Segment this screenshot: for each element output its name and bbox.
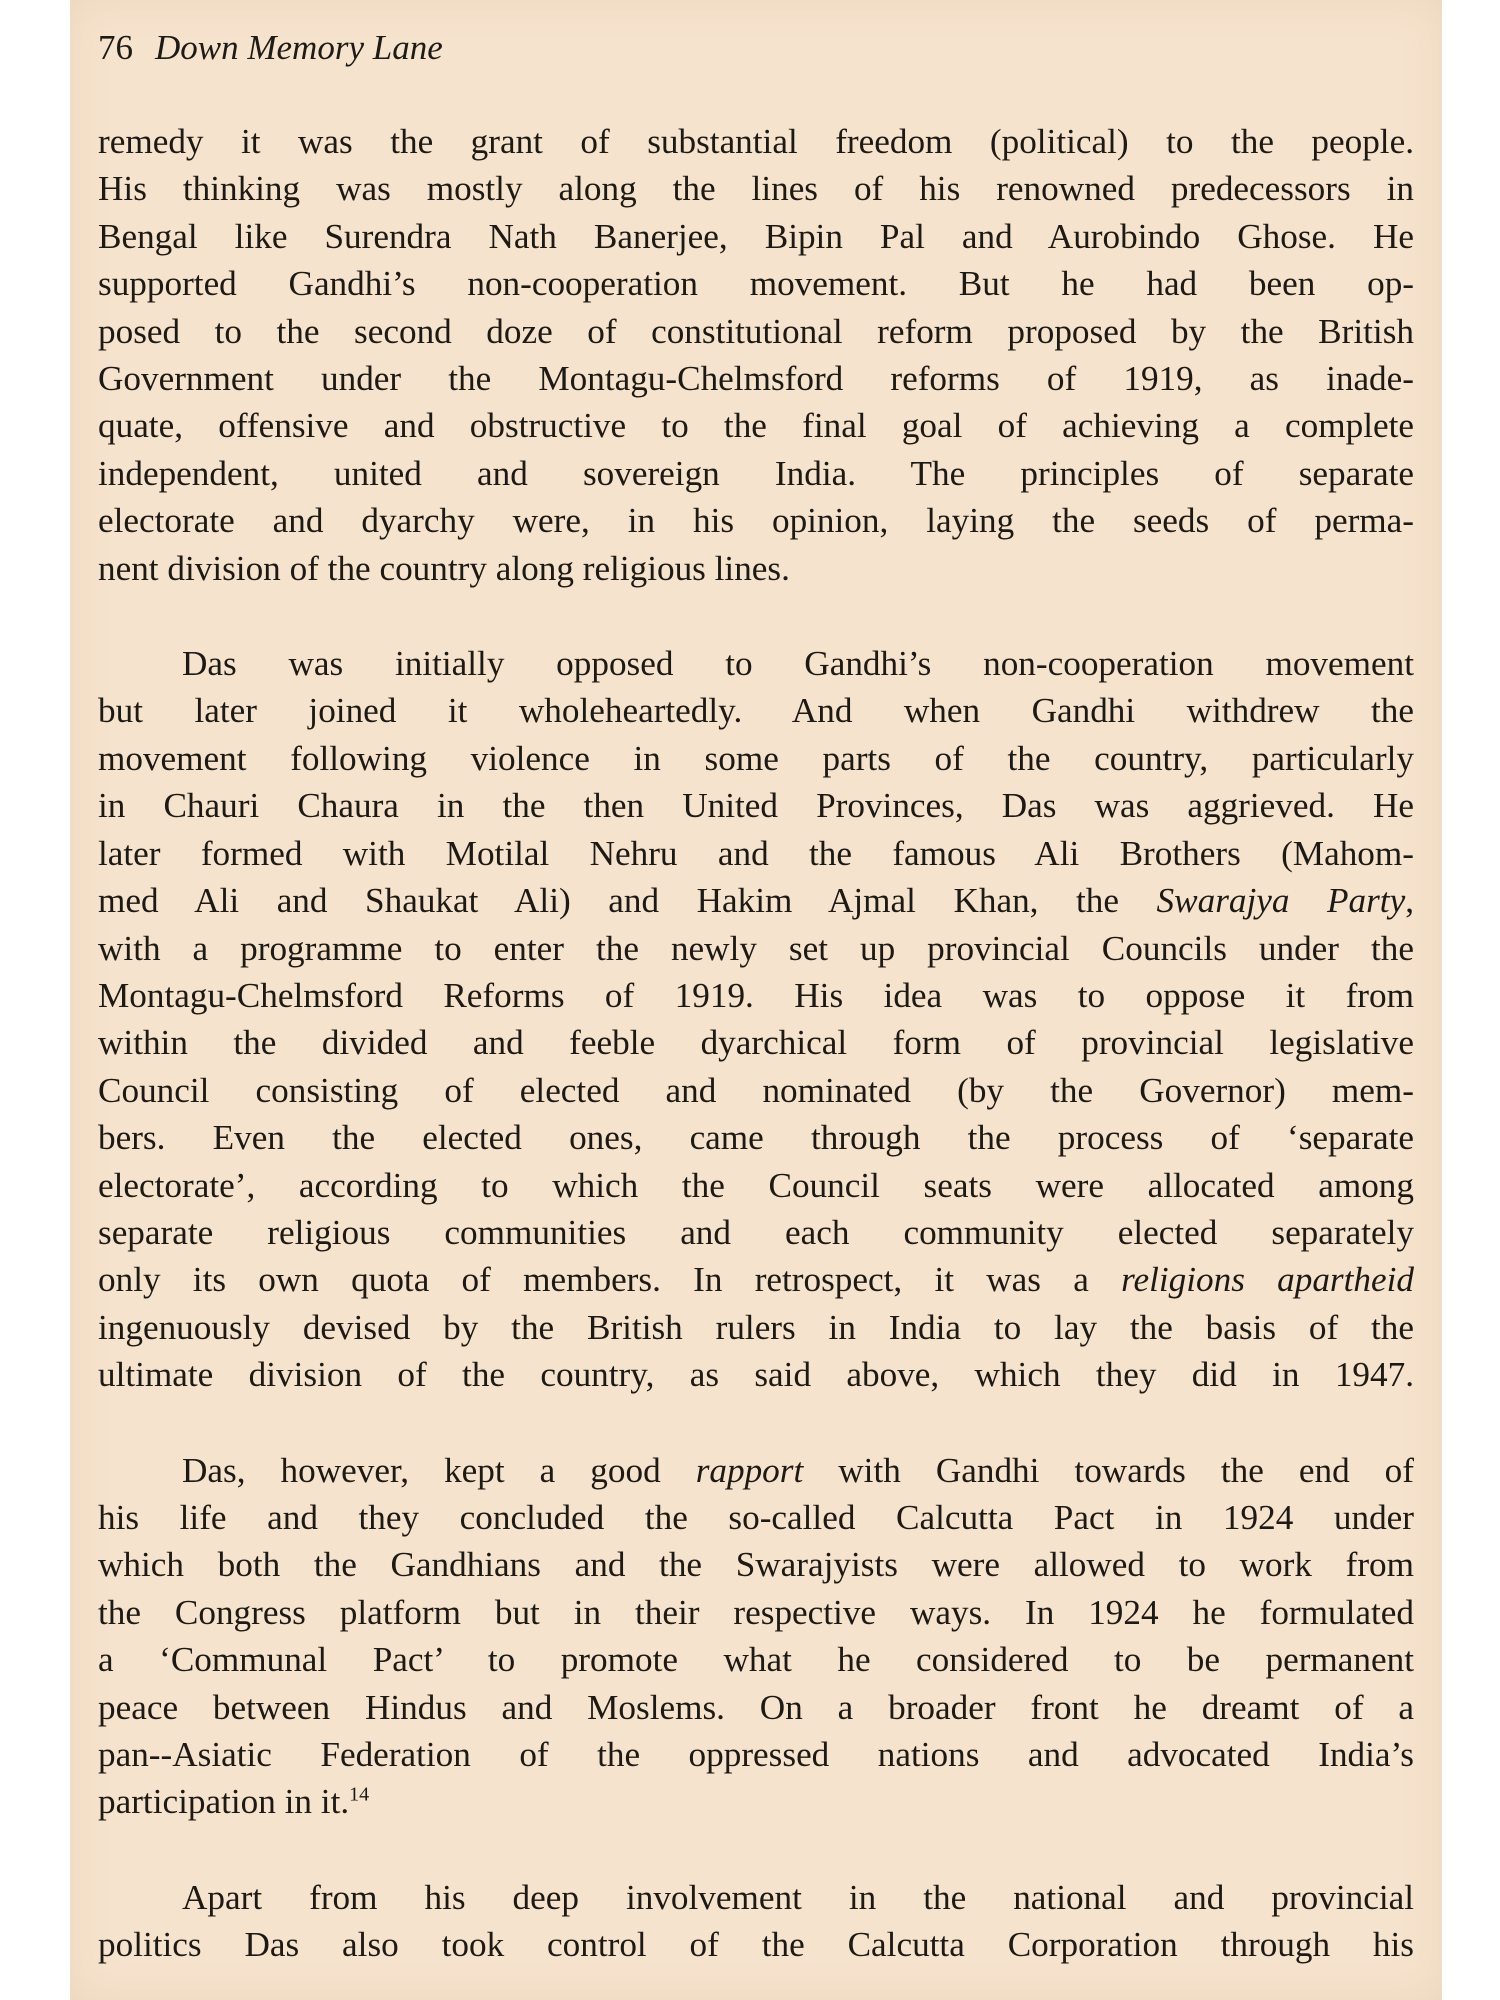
body-text xyxy=(98,118,1414,1969)
text-line: within the divided and feeble dyarchical form of provincial legislative xyxy=(98,1023,1414,1063)
text-line: bers. Even the elected ones, came through the process of ‘separate xyxy=(98,1118,1414,1158)
text-line: pan--Asiatic Federation of the oppressed nations and advocated India’s xyxy=(98,1735,1414,1774)
text-line: with a programme to enter the newly set up provincial Councils under the xyxy=(98,928,1414,968)
text-line: nent division of the country along religious lines. xyxy=(98,548,790,588)
text-line: remedy it was the grant of substantial freedom (political) to the people. xyxy=(98,122,1414,161)
text-line: peace between Hindus and Moslems. On a broader front he dreamt of a xyxy=(98,1687,1414,1727)
text-line: Government under the Montagu-Chelmsford reforms of 1919, as inade- xyxy=(98,359,1414,399)
paragraph-2 xyxy=(98,640,1414,1399)
italic-term: religions apartheid xyxy=(1121,1260,1414,1300)
text-line: in Chauri Chaura in the then United Provinces, Das was aggrieved. He xyxy=(98,786,1414,826)
text-line: a ‘Communal Pact’ to promote what he considered to be permanent xyxy=(98,1640,1414,1680)
text-line: which both the Gandhians and the Swarajyists were allowed to work from xyxy=(98,1545,1414,1585)
text-line: posed to the second doze of constitutional reform proposed by the British xyxy=(98,311,1414,351)
text-line: Apart from his deep involvement in the national and provincial xyxy=(182,1877,1414,1917)
paragraph-3 xyxy=(98,1447,1414,1826)
paragraph-1 xyxy=(98,118,1414,592)
footnote-reference[interactable]: 14 xyxy=(349,1783,370,1806)
text-line: electorate’, according to which the Council seats were allocated among xyxy=(98,1165,1414,1205)
text-line: quate, offensive and obstructive to the final goal of achieving a complete xyxy=(98,406,1414,446)
text-line: movement following violence in some parts of the country, particularly xyxy=(98,738,1414,778)
text-line: Bengal like Surendra Nath Banerjee, Bipin Pal and Aurobindo Ghose. He xyxy=(98,216,1414,256)
italic-term: Swarajya Party xyxy=(1156,881,1406,921)
text-line: participation in it.$^{14}$ xyxy=(98,1782,370,1822)
text-line: His thinking was mostly along the lines of his renowned predecessors in xyxy=(98,169,1414,209)
text-line: separate religious communities and each community elected separately xyxy=(98,1212,1414,1252)
paragraph-4 xyxy=(98,1874,1414,1969)
text-line: ingenuously devised by the British rulers in India to lay the basis of the xyxy=(98,1307,1414,1347)
running-header xyxy=(98,28,443,68)
page-number: 76 xyxy=(98,28,133,67)
text-line: electorate and dyarchy were, in his opinion, laying the seeds of perma- xyxy=(98,501,1414,541)
running-title: Down Memory Lane xyxy=(155,28,443,67)
text-line: supported Gandhi’s non-cooperation movement. But he had been op- xyxy=(98,264,1414,304)
text-line: Das was initially opposed to Gandhi’s non-cooperation movement xyxy=(182,644,1414,684)
text-line: Das, however, kept a good rapport with Gandhi towards the end of xyxy=(182,1450,1414,1490)
text-line: but later joined it wholeheartedly. And when Gandhi withdrew the xyxy=(98,691,1414,731)
text-line: the Congress platform but in their respective ways. In 1924 he formulated xyxy=(98,1592,1414,1632)
text-line: independent, united and sovereign India. The principles of separate xyxy=(98,453,1414,493)
text-line: his life and they concluded the so-called Calcutta Pact in 1924 under xyxy=(98,1497,1414,1537)
text-line: politics Das also took control of the Calcutta Corporation through his xyxy=(98,1925,1414,1965)
text-line: later formed with Motilal Nehru and the famous Ali Brothers (Mahom- xyxy=(98,833,1414,873)
text-line: Council consisting of elected and nominated (by the Governor) mem- xyxy=(98,1070,1414,1110)
italic-term: rapport xyxy=(695,1450,804,1490)
text-line: med Ali and Shaukat Ali) and Hakim Ajmal Khan, the Swarajya Party, xyxy=(98,881,1414,921)
text-line: only its own quota of members. In retrospect, it was a religions apartheid xyxy=(98,1260,1414,1300)
book-page xyxy=(70,0,1442,2000)
text-line: ultimate division of the country, as said above, which they did in 1947. xyxy=(98,1355,1414,1395)
text-line: Montagu-Chelmsford Reforms of 1919. His idea was to oppose it from xyxy=(98,975,1414,1015)
